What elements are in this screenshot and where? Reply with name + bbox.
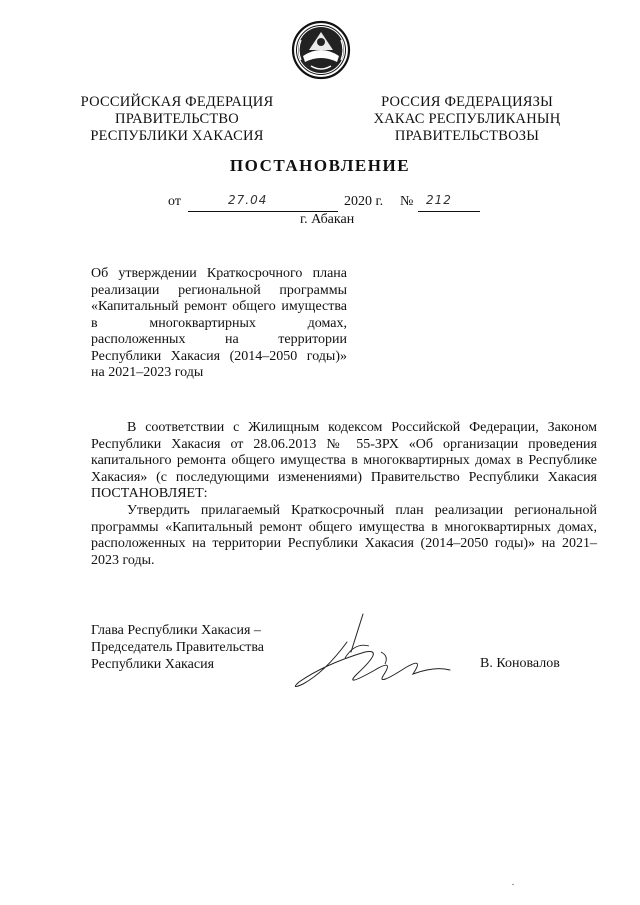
subject-block [91, 266, 347, 382]
document-title: ПОСТАНОВЛЕНИЕ [229, 156, 411, 175]
document-body [91, 420, 597, 569]
date-year: 2020 г. [344, 194, 384, 209]
page-mark [512, 884, 514, 885]
signatory-name: В. Коновалов [480, 656, 560, 671]
date-underline [188, 193, 338, 212]
body-paragraph: В соответствии с Жилищным кодексом Российской Федерации, Законом Республики Хакасия от 28.06.2013 № 55-ЗРХ «Об организации проведения капитального ремонта общего имущества в многоквартирных домах в Республике Хакасия» (с последующими изменениями) Правительство Республики Хакасия ПОСТАНОВЛЯЕТ: [91, 420, 597, 502]
coat-of-arms-emblem [291, 20, 351, 80]
signatory-title-line: Глава Республики Хакасия – [91, 623, 261, 638]
header-right-block [362, 94, 572, 145]
header-left-block [72, 94, 282, 145]
subject-line: Об утверждении Краткосрочного плана [91, 266, 347, 281]
header-left-line: РЕСПУБЛИКИ ХАКАСИЯ [90, 128, 264, 144]
subject-line: на 2021–2023 годы [91, 365, 204, 380]
handwritten-date: 27.04 [228, 193, 268, 207]
subject-line: Республики Хакасия (2014–2050 годы)» [91, 348, 347, 364]
date-prefix: от [168, 194, 181, 209]
header-right-line: ПРАВИТЕЛЬСТВОЗЫ [394, 128, 540, 144]
handwritten-number: 212 [426, 193, 452, 207]
subject-line: расположенных на территории [91, 332, 347, 347]
handwritten-signature [285, 612, 455, 702]
subject-line: реализации региональной программы [91, 282, 347, 298]
number-sign: № [400, 194, 414, 209]
body-paragraph: Утвердить прилагаемый Краткосрочный план реализации региональной программы «Капитальный ремонт общего имущества в многоквартирных домах, расположенных на территории Республики Хакасия (2014–2050 годы)» на 2021–2023 годы. [91, 502, 597, 568]
city: г. Абакан [300, 212, 355, 227]
signatory-title [91, 622, 264, 673]
number-underline [418, 193, 480, 212]
header-right-line: РОССИЯ ФЕДЕРАЦИЯЗЫ [381, 94, 553, 110]
signatory-title-line: Республики Хакасия [91, 657, 215, 672]
header-left-line: ПРАВИТЕЛЬСТВО [115, 111, 239, 127]
signatory-title-line: Председатель Правительства [91, 640, 264, 655]
subject-line: «Капитальный ремонт общего имущества [91, 299, 347, 314]
subject-line: в многоквартирных домах, [91, 315, 347, 331]
header-right-line: ХАКАС РЕСПУБЛИКАНЫҢ [373, 111, 561, 127]
header-left-line: РОССИЙСКАЯ ФЕДЕРАЦИЯ [80, 94, 274, 110]
